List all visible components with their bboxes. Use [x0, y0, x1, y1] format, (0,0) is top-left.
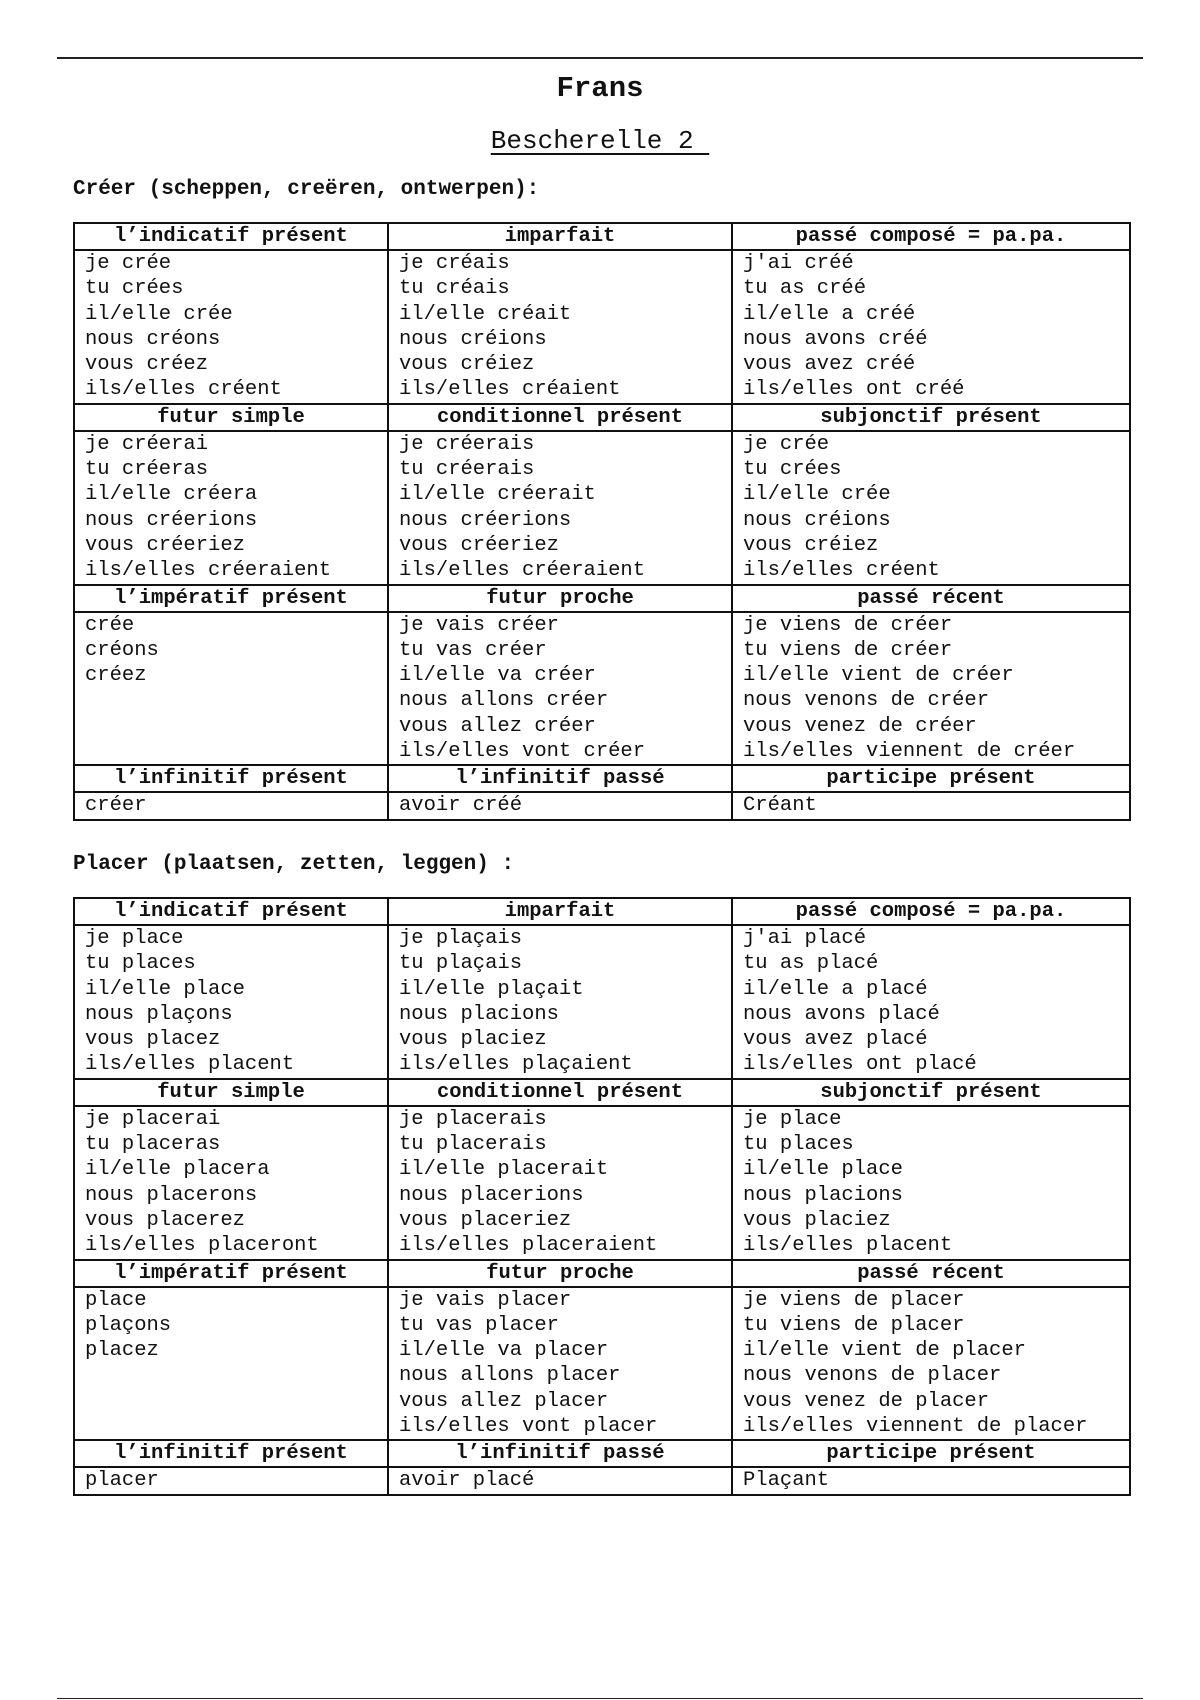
conjugation-form: nous allons créer	[399, 689, 609, 713]
conjugation-form: j'ai créé	[743, 252, 854, 275]
conjugation-form: je vais placer	[399, 1288, 572, 1312]
conjugation-form: je viens de placer	[743, 1288, 965, 1312]
conjugation-form: il/elle a placé	[743, 977, 928, 1001]
conjugation-cell	[388, 1287, 732, 1441]
conjugation-form: placez	[85, 1339, 159, 1363]
conjugation-cell	[74, 792, 388, 819]
conjugation-cell	[74, 1106, 388, 1260]
conjugation-cell	[388, 1467, 732, 1494]
conjugation-form: je crée	[85, 252, 172, 275]
conjugation-form: nous plaçons	[85, 1002, 233, 1026]
tense-header: futur simple	[74, 1079, 388, 1106]
conjugation-form: créons	[85, 638, 159, 662]
tense-header-row	[74, 1440, 1130, 1467]
conjugation-form: placer	[85, 1469, 159, 1493]
conjugation-form: il/elle créera	[85, 483, 258, 507]
verb-heading-creer: Créer (scheppen, creëren, ontwerpen):	[73, 178, 540, 201]
conjugation-form: je créais	[399, 252, 510, 275]
conjugation-form: je plaçais	[399, 927, 523, 950]
conjugation-form: il/elle va créer	[399, 664, 596, 688]
conjugation-form: place	[85, 1288, 147, 1312]
conjugation-form: il/elle a créé	[743, 302, 916, 326]
conjugation-form: tu places	[85, 952, 196, 976]
tense-header: conditionnel présent	[388, 1079, 732, 1106]
conjugation-cell	[732, 250, 1130, 404]
conjugation-form	[85, 1389, 387, 1414]
subtitle-text: Bescherelle 2	[490, 126, 710, 156]
tense-header: passé composé = pa.pa.	[732, 898, 1130, 925]
conjugation-row	[74, 612, 1130, 766]
conjugation-form: tu créerais	[399, 458, 535, 482]
conjugation-form: vous placeriez	[399, 1208, 572, 1232]
conjugation-cell	[74, 250, 388, 404]
conjugation-form: ils/elles créaient	[399, 378, 621, 402]
tense-header-row	[74, 404, 1130, 431]
page-title: Frans	[556, 72, 644, 105]
conjugation-form: ils/elles ont placé	[743, 1053, 977, 1077]
page-subtitle	[0, 126, 1200, 156]
conjugation-form	[85, 1363, 387, 1388]
conjugation-cell	[74, 612, 388, 766]
conjugation-form: tu crées	[743, 458, 842, 482]
conjugation-form: nous créions	[399, 327, 547, 351]
conjugation-form: tu créeras	[85, 458, 209, 482]
conjugation-row	[74, 431, 1130, 585]
tense-header: l’indicatif présent	[74, 223, 388, 250]
conjugation-cell	[732, 1287, 1130, 1441]
conjugation-form: vous créiez	[399, 353, 535, 377]
conjugation-form: nous placerions	[399, 1183, 584, 1207]
conjugation-form: il/elle place	[85, 977, 245, 1001]
conjugation-form: tu placerais	[399, 1133, 547, 1157]
conjugation-form: nous créerions	[399, 508, 572, 532]
conjugation-form: ils/elles créent	[85, 378, 282, 402]
conjugation-form: je vais créer	[399, 613, 559, 637]
conjugation-row	[74, 1287, 1130, 1441]
conjugation-form: vous avez placé	[743, 1028, 928, 1052]
tense-header: subjonctif présent	[732, 404, 1130, 431]
conjugation-cell	[732, 925, 1130, 1079]
tense-header-row	[74, 765, 1130, 792]
conjugation-form: il/elle place	[743, 1158, 903, 1182]
conjugation-form	[85, 739, 387, 764]
conjugation-form: vous allez placer	[399, 1389, 609, 1413]
conjugation-form: je place	[85, 927, 184, 950]
conjugation-form: ils/elles placent	[743, 1234, 953, 1258]
tense-header-row	[74, 898, 1130, 925]
conjugation-form: nous avons placé	[743, 1002, 940, 1026]
conjugation-row	[74, 792, 1130, 819]
conjugation-cell	[732, 1106, 1130, 1260]
tense-header-row	[74, 223, 1130, 250]
conjugation-cell	[388, 792, 732, 819]
tense-header: imparfait	[388, 898, 732, 925]
conjugation-form: je créerai	[85, 432, 209, 456]
conjugation-form: ils/elles créeraient	[85, 559, 332, 583]
conjugation-form: vous créeriez	[399, 533, 559, 557]
tense-header: l’infinitif présent	[74, 765, 388, 792]
conjugation-form: nous placions	[399, 1002, 559, 1026]
conjugation-form: tu as placé	[743, 952, 879, 976]
conjugation-form: vous placiez	[743, 1208, 891, 1232]
conjugation-table-placer	[73, 897, 1131, 1496]
conjugation-form: ils/elles viennent de créer	[743, 740, 1076, 764]
tense-header: passé récent	[732, 585, 1130, 612]
conjugation-form: il/elle placerait	[399, 1158, 609, 1182]
conjugation-form: tu vas placer	[399, 1313, 559, 1337]
conjugation-form: créer	[85, 794, 147, 818]
conjugation-form: ils/elles viennent de placer	[743, 1415, 1088, 1439]
tense-header: futur proche	[388, 1260, 732, 1287]
tense-header: passé récent	[732, 1260, 1130, 1287]
conjugation-cell	[388, 1106, 732, 1260]
conjugation-form: il/elle crée	[85, 302, 233, 326]
conjugation-cell	[388, 431, 732, 585]
conjugation-form: vous placiez	[399, 1028, 547, 1052]
conjugation-form: vous placez	[85, 1028, 221, 1052]
conjugation-form: tu vas créer	[399, 638, 547, 662]
conjugation-form: il/elle placera	[85, 1158, 270, 1182]
conjugation-cell	[388, 925, 732, 1079]
conjugation-cell	[388, 612, 732, 766]
conjugation-form: ils/elles placeraient	[399, 1234, 658, 1258]
conjugation-form: tu placeras	[85, 1133, 221, 1157]
conjugation-form: il/elle crée	[743, 483, 891, 507]
tense-header: l’infinitif passé	[388, 765, 732, 792]
conjugation-form	[85, 688, 387, 713]
conjugation-form: tu crées	[85, 277, 184, 301]
tense-header: futur simple	[74, 404, 388, 431]
conjugation-form: avoir placé	[399, 1469, 535, 1493]
conjugation-form: tu créais	[399, 277, 510, 301]
tense-header: subjonctif présent	[732, 1079, 1130, 1106]
top-rule	[57, 57, 1143, 59]
conjugation-form: tu viens de créer	[743, 638, 953, 662]
conjugation-form: nous allons placer	[399, 1364, 621, 1388]
conjugation-table-creer	[73, 222, 1131, 821]
tense-header: imparfait	[388, 223, 732, 250]
conjugation-form: tu as créé	[743, 277, 867, 301]
conjugation-form: ils/elles créent	[743, 559, 940, 583]
conjugation-form: nous placerons	[85, 1183, 258, 1207]
conjugation-form: j'ai placé	[743, 927, 867, 950]
conjugation-form: ils/elles vont placer	[399, 1415, 658, 1439]
conjugation-form: vous venez de placer	[743, 1389, 990, 1413]
conjugation-form: avoir créé	[399, 794, 523, 818]
bottom-rule	[57, 1698, 1143, 1699]
conjugation-form: je viens de créer	[743, 613, 953, 637]
conjugation-cell	[74, 925, 388, 1079]
conjugation-form: ils/elles vont créer	[399, 740, 646, 764]
conjugation-form: nous créerions	[85, 508, 258, 532]
conjugation-cell	[732, 612, 1130, 766]
tense-header: participe présent	[732, 765, 1130, 792]
conjugation-form: je placerais	[399, 1107, 547, 1131]
conjugation-form: je créerais	[399, 432, 535, 456]
conjugation-form: tu viens de placer	[743, 1313, 965, 1337]
conjugation-cell	[74, 1287, 388, 1441]
conjugation-form: il/elle vient de placer	[743, 1339, 1026, 1363]
conjugation-form: tu places	[743, 1133, 854, 1157]
conjugation-form: vous avez créé	[743, 353, 916, 377]
conjugation-row	[74, 1106, 1130, 1260]
conjugation-form: vous venez de créer	[743, 714, 977, 738]
conjugation-form: nous venons de créer	[743, 689, 990, 713]
conjugation-form: vous créez	[85, 353, 209, 377]
conjugation-form: il/elle va placer	[399, 1339, 609, 1363]
tense-header: l’impératif présent	[74, 1260, 388, 1287]
conjugation-form: Créant	[743, 794, 817, 818]
conjugation-form: nous placions	[743, 1183, 903, 1207]
conjugation-form: ils/elles ont créé	[743, 378, 965, 402]
conjugation-form: je place	[743, 1107, 842, 1131]
conjugation-cell	[732, 792, 1130, 819]
conjugation-cell	[732, 431, 1130, 585]
conjugation-form: Plaçant	[743, 1469, 830, 1493]
conjugation-form: nous créons	[85, 327, 221, 351]
conjugation-form: vous allez créer	[399, 714, 596, 738]
conjugation-form: ils/elles placeront	[85, 1234, 319, 1258]
tense-header: l’impératif présent	[74, 585, 388, 612]
conjugation-form: créez	[85, 664, 147, 688]
conjugation-form: il/elle vient de créer	[743, 664, 1014, 688]
conjugation-form: vous créeriez	[85, 533, 245, 557]
tense-header-row	[74, 1260, 1130, 1287]
conjugation-form: tu plaçais	[399, 952, 523, 976]
conjugation-form: nous avons créé	[743, 327, 928, 351]
verb-heading-placer: Placer (plaatsen, zetten, leggen) :	[73, 853, 515, 876]
conjugation-form: il/elle créait	[399, 302, 572, 326]
conjugation-form: vous créiez	[743, 533, 879, 557]
conjugation-form: crée	[85, 613, 135, 637]
conjugation-cell	[74, 431, 388, 585]
conjugation-form: ils/elles placent	[85, 1053, 295, 1077]
tense-header-row	[74, 1079, 1130, 1106]
tense-header: l’infinitif présent	[74, 1440, 388, 1467]
tense-header: futur proche	[388, 585, 732, 612]
conjugation-cell	[74, 1467, 388, 1494]
conjugation-form: ils/elles créeraient	[399, 559, 646, 583]
tense-header: passé composé = pa.pa.	[732, 223, 1130, 250]
tense-header: participe présent	[732, 1440, 1130, 1467]
tense-header: conditionnel présent	[388, 404, 732, 431]
conjugation-form	[85, 714, 387, 739]
conjugation-form: nous créions	[743, 508, 891, 532]
conjugation-form: plaçons	[85, 1313, 172, 1337]
conjugation-form: ils/elles plaçaient	[399, 1053, 633, 1077]
conjugation-form: vous placerez	[85, 1208, 245, 1232]
conjugation-form: je crée	[743, 432, 830, 456]
conjugation-cell	[388, 250, 732, 404]
tense-header: l’infinitif passé	[388, 1440, 732, 1467]
conjugation-row	[74, 250, 1130, 404]
conjugation-form: il/elle créerait	[399, 483, 596, 507]
tense-header-row	[74, 585, 1130, 612]
conjugation-cell	[732, 1467, 1130, 1494]
conjugation-row	[74, 1467, 1130, 1494]
conjugation-row	[74, 925, 1130, 1079]
conjugation-form: je placerai	[85, 1107, 221, 1131]
conjugation-form	[85, 1414, 387, 1439]
conjugation-form: nous venons de placer	[743, 1364, 1002, 1388]
tense-header: l’indicatif présent	[74, 898, 388, 925]
conjugation-form: il/elle plaçait	[399, 977, 584, 1001]
